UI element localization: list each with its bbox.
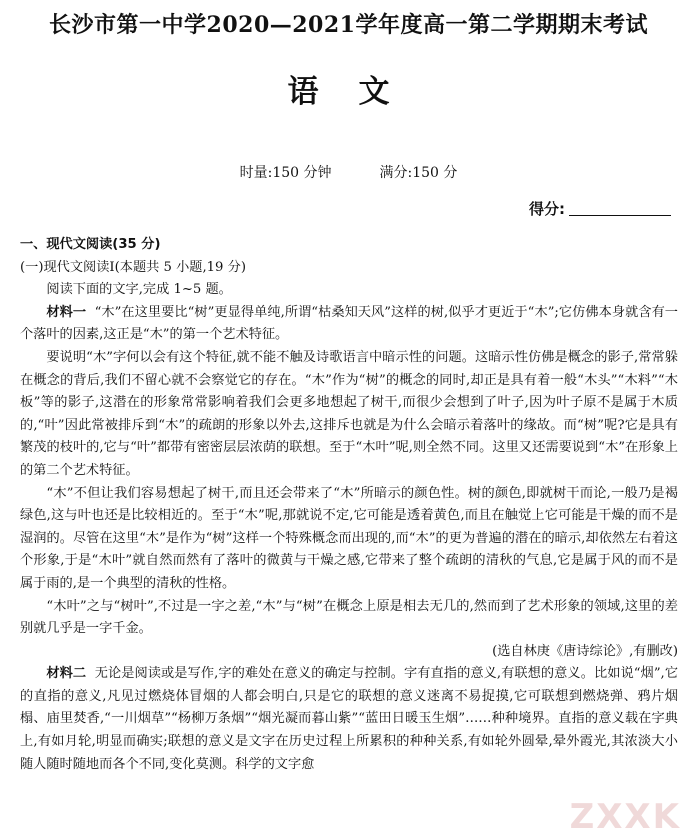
material1-paragraph-4: “木叶”之与“树叶”,不过是一字之差,“木”与“树”在概念上原是相去无几的,然而到了艺术形象的领域,这里的差别就几乎是一字千金。 <box>20 598 678 637</box>
material1-paragraph-3: “木”不但让我们容易想起了树干,而且还会带来了“木”所暗示的颜色性。树的颜色,即就树干而论,一般乃是褐绿色,这与叶也还是比较相近的。至于“木”呢,那就说不定,它可能是透着黄色,而且在触觉上它可能是干燥的而不是湿润的。尽管在这里“木”是作为“树”这样一个特殊概念而出现的,而“木”的更为普遍的潜在的暗示,却依然左右着这个形象,于是“木叶”就自然而然有了落叶的微黄与干燥之感,它带来了整个疏朗的清秋的气息,它是属于风的而不是属于雨的,是一个典型的清秋的性格。 <box>20 485 678 591</box>
material2-label: 材料二 <box>46 666 87 682</box>
section-heading: 一、现代文阅读(35 分) <box>20 237 161 252</box>
exam-title: 长沙市第一中学2020—2021学年度高一第二学期期末考试 <box>49 12 648 38</box>
material1-paragraph-2: 要说明“木”字何以会有这个特征,就不能不触及诗歌语言中暗示性的问题。这暗示性仿佛是概念的影子,常常躲在概念的背后,我们不留心就不会察觉它的存在。“木”作为“树”的概念的同时,却正是具有着一般“木头”“木料”“木板”等的影子,这潜在的形象常常影响着我们会更多地想起了树干,而很少会想到了叶子,因为叶子原不是属于木质的,“叶”因此常被排斥到“木”的疏朗的形象以外去,这排斥也就是为什么会暗示着落叶的缘故。而“树”呢?它是具有繁茂的枝叶的,它与“叶”都带有密密层层浓荫的联想。至于“木叶”呢,则全然不同。这里又还需要说到“木”在形象上的第二个艺术特征。 <box>20 349 678 478</box>
section-subheading: (一)现代文阅读Ⅰ(本题共 5 小题,19 分) <box>20 259 246 275</box>
document-body <box>20 234 678 776</box>
material1-label: 材料一 <box>46 304 87 320</box>
exam-meta <box>0 162 697 182</box>
material1-source: (选自林庚《唐诗综论》,有删改) <box>492 643 678 659</box>
watermark: ZXXK <box>569 797 681 837</box>
score-blank-line <box>569 200 671 216</box>
instruction: 阅读下面的文字,完成 1~5 题。 <box>46 282 232 298</box>
material1-p1-text: “木”在这里要比“树”更显得单纯,所谓“枯桑知天风”这样的树,似乎才更近于“木”;它仿佛本身就含有一个落叶的因素,这正是“木”的第一个艺术特征。 <box>20 304 678 343</box>
full-score: 满分:150 分 <box>379 165 458 181</box>
material2-paragraph <box>20 663 678 776</box>
material2-text: 无论是阅读或是写作,字的难处在意义的确定与控制。字有直指的意义,有联想的意义。比如说“烟”,它的直指的意义,凡见过燃烧体冒烟的人都会明白,只是它的联想的意义迷离不易捉摸,它可联想到燃烧弹、鸦片烟榻、庙里焚香,“一川烟草”“杨柳万条烟”“烟光凝而暮山紫”“蓝田日暖玉生烟”……种种境界。直指的意义载在字典上,有如月轮,明显而确实;联想的意义是文字在历史过程上所累积的种种关系,有如轮外圆晕,晕外霞光,其浓淡大小随人随时随地而各个不同,变化莫测。科学的文字愈 <box>20 666 679 772</box>
subject-title: 语文 <box>287 74 430 110</box>
time-limit: 时量:150 分钟 <box>239 165 332 181</box>
score-label: 得分: <box>529 200 565 218</box>
score-field <box>529 198 671 219</box>
material1-paragraph-1 <box>20 302 678 347</box>
